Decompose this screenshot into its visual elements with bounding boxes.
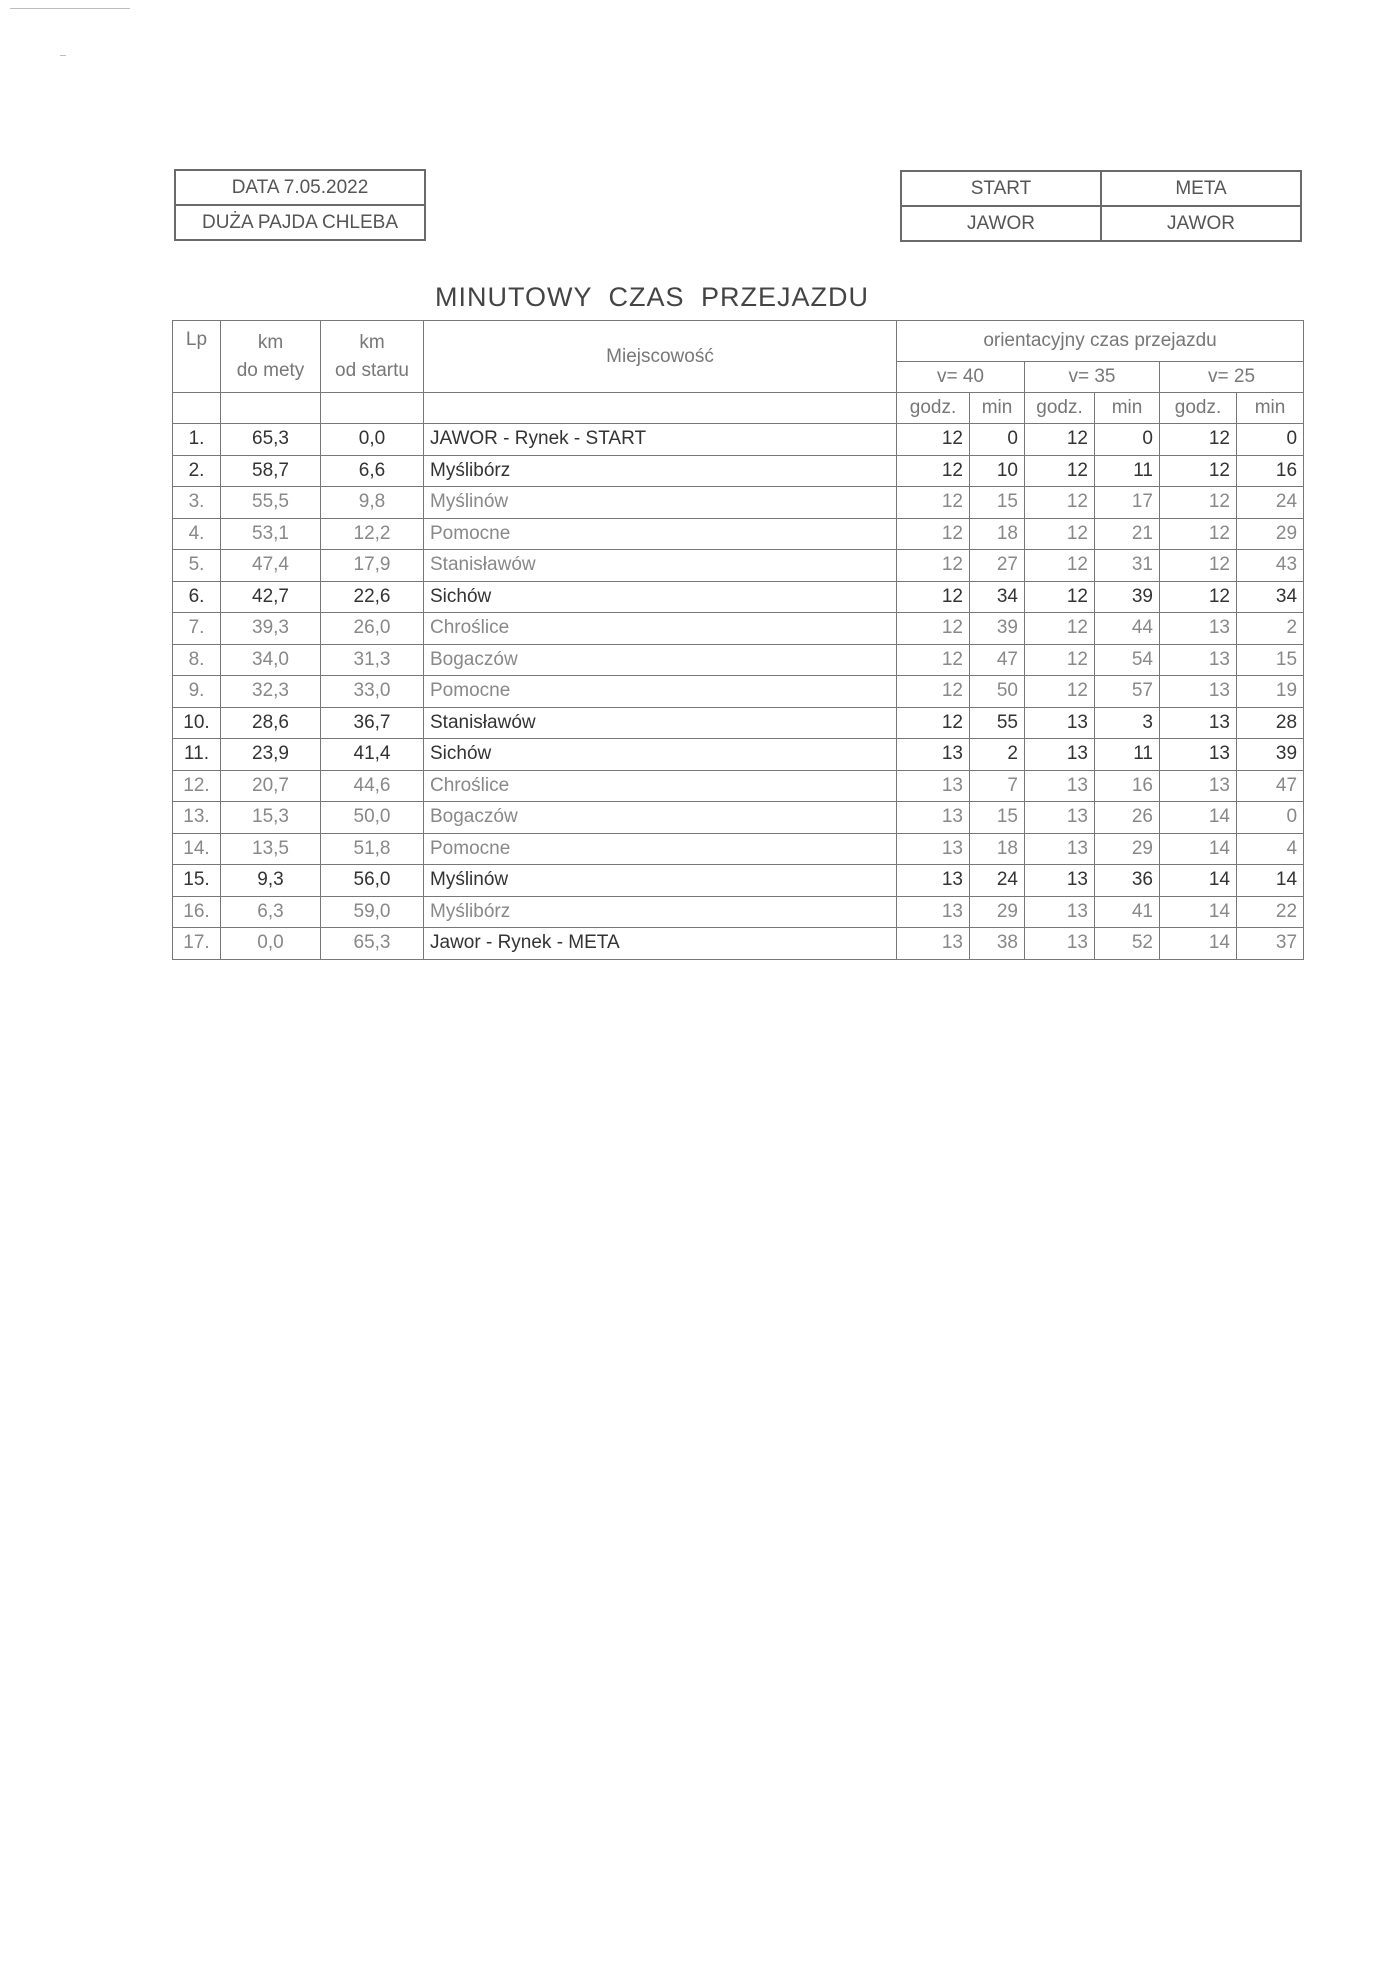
- km-do-mety-cell: 9,3: [221, 865, 321, 897]
- place-cell: Chroślice: [424, 613, 897, 645]
- min-25-cell: 34: [1237, 581, 1304, 613]
- godz-25-cell: 14: [1160, 865, 1237, 897]
- km-do-mety-cell: 55,5: [221, 487, 321, 519]
- table-row: [173, 896, 1304, 928]
- km-od-startu-cell: 33,0: [321, 676, 424, 708]
- col-header-czas-przejazdu: orientacyjny czas przejazdu: [897, 321, 1304, 362]
- min-25-cell: 16: [1237, 455, 1304, 487]
- godz-35-cell: 13: [1025, 865, 1095, 897]
- godz-35-cell: 12: [1025, 424, 1095, 456]
- table-body: [173, 424, 1304, 960]
- godz-35-cell: 13: [1025, 833, 1095, 865]
- meta-place: JAWOR: [1101, 206, 1301, 241]
- lp-cell: 8.: [173, 644, 221, 676]
- col-header-km-od-startu: [321, 321, 424, 393]
- min-25-cell: 24: [1237, 487, 1304, 519]
- min-35-cell: 11: [1095, 739, 1160, 771]
- godz-25-cell: 12: [1160, 581, 1237, 613]
- godz-40-cell: 13: [897, 833, 970, 865]
- godz-35-cell: 12: [1025, 676, 1095, 708]
- min-40-cell: 0: [970, 424, 1025, 456]
- min-25-cell: 29: [1237, 518, 1304, 550]
- godz-25-cell: 12: [1160, 424, 1237, 456]
- godz-25-cell: 14: [1160, 896, 1237, 928]
- godz-35-cell: 13: [1025, 896, 1095, 928]
- place-cell: Bogaczów: [424, 644, 897, 676]
- meta-label: META: [1101, 171, 1301, 206]
- km-do-mety-cell: 65,3: [221, 424, 321, 456]
- godz-40-cell: 13: [897, 928, 970, 960]
- min-40-cell: 39: [970, 613, 1025, 645]
- col-header-lp: Lp: [173, 321, 221, 393]
- km-od-startu-cell: 44,6: [321, 770, 424, 802]
- godz-25-cell: 13: [1160, 707, 1237, 739]
- km-do-mety-cell: 34,0: [221, 644, 321, 676]
- table-row: [173, 865, 1304, 897]
- table-row: [173, 518, 1304, 550]
- lp-cell: 15.: [173, 865, 221, 897]
- min-35-cell: 21: [1095, 518, 1160, 550]
- godz-40-cell: 12: [897, 487, 970, 519]
- godz-35-cell: 13: [1025, 770, 1095, 802]
- km-do-mety-cell: 53,1: [221, 518, 321, 550]
- min-35-cell: 26: [1095, 802, 1160, 834]
- table-row: [173, 739, 1304, 771]
- km-od-startu-cell: 0,0: [321, 424, 424, 456]
- godz-25-cell: 12: [1160, 487, 1237, 519]
- col-header-miejscowosc: Miejscowość: [424, 321, 897, 393]
- lp-cell: 4.: [173, 518, 221, 550]
- min-40-cell: 7: [970, 770, 1025, 802]
- col-header-min-40: min: [970, 393, 1025, 424]
- place-cell: Myślinów: [424, 487, 897, 519]
- km-do-mety-cell: 28,6: [221, 707, 321, 739]
- table-row: [173, 455, 1304, 487]
- km-do-mety-cell: 15,3: [221, 802, 321, 834]
- godz-35-cell: 12: [1025, 487, 1095, 519]
- godz-40-cell: 12: [897, 518, 970, 550]
- table-row: [173, 928, 1304, 960]
- godz-35-cell: 12: [1025, 455, 1095, 487]
- km-od-startu-cell: 17,9: [321, 550, 424, 582]
- km-od-startu-cell: 31,3: [321, 644, 424, 676]
- godz-40-cell: 13: [897, 739, 970, 771]
- place-cell: Stanisławów: [424, 550, 897, 582]
- min-35-cell: 36: [1095, 865, 1160, 897]
- min-40-cell: 24: [970, 865, 1025, 897]
- scan-artifact: [60, 55, 66, 56]
- min-25-cell: 2: [1237, 613, 1304, 645]
- km-od-startu-cell: 12,2: [321, 518, 424, 550]
- godz-35-cell: 12: [1025, 613, 1095, 645]
- start-label: START: [901, 171, 1101, 206]
- place-cell: Pomocne: [424, 676, 897, 708]
- place-cell: Jawor - Rynek - META: [424, 928, 897, 960]
- min-25-cell: 0: [1237, 802, 1304, 834]
- km-do-mety-cell: 39,3: [221, 613, 321, 645]
- godz-25-cell: 13: [1160, 644, 1237, 676]
- lp-cell: 3.: [173, 487, 221, 519]
- km-od-startu-cell: 6,6: [321, 455, 424, 487]
- table-row: [173, 770, 1304, 802]
- min-25-cell: 14: [1237, 865, 1304, 897]
- lp-cell: 7.: [173, 613, 221, 645]
- table-row: [173, 676, 1304, 708]
- place-cell: Myślinów: [424, 865, 897, 897]
- event-name: DUŻA PAJDA CHLEBA: [175, 205, 425, 240]
- place-cell: JAWOR - Rynek - START: [424, 424, 897, 456]
- min-25-cell: 0: [1237, 424, 1304, 456]
- min-40-cell: 27: [970, 550, 1025, 582]
- blank-header-cell: [173, 393, 221, 424]
- col-header-km-label: km: [257, 331, 284, 353]
- table-row: [173, 833, 1304, 865]
- min-40-cell: 47: [970, 644, 1025, 676]
- col-header-min-25: min: [1237, 393, 1304, 424]
- lp-cell: 2.: [173, 455, 221, 487]
- lp-cell: 13.: [173, 802, 221, 834]
- godz-40-cell: 12: [897, 613, 970, 645]
- page-title: MINUTOWY CZAS PRZEJAZDU: [435, 282, 870, 312]
- min-40-cell: 55: [970, 707, 1025, 739]
- min-35-cell: 0: [1095, 424, 1160, 456]
- godz-35-cell: 13: [1025, 707, 1095, 739]
- event-date: DATA 7.05.2022: [175, 170, 425, 205]
- godz-40-cell: 13: [897, 896, 970, 928]
- km-do-mety-cell: 6,3: [221, 896, 321, 928]
- col-header-godz-25: godz.: [1160, 393, 1237, 424]
- place-cell: Pomocne: [424, 518, 897, 550]
- godz-40-cell: 12: [897, 644, 970, 676]
- event-info-box: [174, 169, 426, 241]
- table-row: [173, 581, 1304, 613]
- min-25-cell: 28: [1237, 707, 1304, 739]
- godz-40-cell: 12: [897, 707, 970, 739]
- min-35-cell: 3: [1095, 707, 1160, 739]
- min-35-cell: 44: [1095, 613, 1160, 645]
- min-35-cell: 11: [1095, 455, 1160, 487]
- km-od-startu-cell: 22,6: [321, 581, 424, 613]
- km-od-startu-cell: 50,0: [321, 802, 424, 834]
- min-25-cell: 19: [1237, 676, 1304, 708]
- godz-25-cell: 14: [1160, 833, 1237, 865]
- km-do-mety-cell: 47,4: [221, 550, 321, 582]
- place-cell: Sichów: [424, 739, 897, 771]
- godz-25-cell: 13: [1160, 613, 1237, 645]
- col-header-od-startu-label: od startu: [335, 359, 409, 381]
- scan-artifact: [10, 8, 130, 9]
- min-35-cell: 41: [1095, 896, 1160, 928]
- km-od-startu-cell: 65,3: [321, 928, 424, 960]
- godz-40-cell: 13: [897, 865, 970, 897]
- min-40-cell: 18: [970, 518, 1025, 550]
- godz-25-cell: 12: [1160, 455, 1237, 487]
- min-40-cell: 34: [970, 581, 1025, 613]
- godz-35-cell: 13: [1025, 928, 1095, 960]
- godz-35-cell: 12: [1025, 550, 1095, 582]
- place-cell: Stanisławów: [424, 707, 897, 739]
- godz-35-cell: 13: [1025, 739, 1095, 771]
- place-cell: Myślibórz: [424, 896, 897, 928]
- lp-cell: 6.: [173, 581, 221, 613]
- min-25-cell: 47: [1237, 770, 1304, 802]
- table-row: [173, 487, 1304, 519]
- min-40-cell: 38: [970, 928, 1025, 960]
- col-header-godz-35: godz.: [1025, 393, 1095, 424]
- godz-40-cell: 12: [897, 455, 970, 487]
- start-meta-box: [900, 170, 1302, 242]
- place-cell: Sichów: [424, 581, 897, 613]
- min-40-cell: 29: [970, 896, 1025, 928]
- godz-25-cell: 12: [1160, 550, 1237, 582]
- lp-cell: 14.: [173, 833, 221, 865]
- min-40-cell: 50: [970, 676, 1025, 708]
- km-od-startu-cell: 56,0: [321, 865, 424, 897]
- min-35-cell: 54: [1095, 644, 1160, 676]
- place-cell: Pomocne: [424, 833, 897, 865]
- godz-25-cell: 12: [1160, 518, 1237, 550]
- place-cell: Chroślice: [424, 770, 897, 802]
- km-od-startu-cell: 59,0: [321, 896, 424, 928]
- km-od-startu-cell: 9,8: [321, 487, 424, 519]
- min-35-cell: 16: [1095, 770, 1160, 802]
- travel-time-table: [172, 320, 1304, 960]
- min-25-cell: 22: [1237, 896, 1304, 928]
- table-row: [173, 802, 1304, 834]
- min-35-cell: 52: [1095, 928, 1160, 960]
- godz-25-cell: 14: [1160, 802, 1237, 834]
- godz-25-cell: 14: [1160, 928, 1237, 960]
- lp-cell: 17.: [173, 928, 221, 960]
- lp-cell: 12.: [173, 770, 221, 802]
- km-od-startu-cell: 26,0: [321, 613, 424, 645]
- min-25-cell: 43: [1237, 550, 1304, 582]
- col-header-km-do-mety: [221, 321, 321, 393]
- table-row: [173, 707, 1304, 739]
- col-header-v25: v= 25: [1160, 362, 1304, 393]
- godz-25-cell: 13: [1160, 676, 1237, 708]
- km-do-mety-cell: 23,9: [221, 739, 321, 771]
- lp-cell: 10.: [173, 707, 221, 739]
- godz-35-cell: 12: [1025, 518, 1095, 550]
- col-header-km-label: km: [359, 331, 385, 353]
- km-od-startu-cell: 51,8: [321, 833, 424, 865]
- km-do-mety-cell: 20,7: [221, 770, 321, 802]
- place-cell: Myślibórz: [424, 455, 897, 487]
- table-row: [173, 644, 1304, 676]
- min-40-cell: 10: [970, 455, 1025, 487]
- godz-25-cell: 13: [1160, 770, 1237, 802]
- min-25-cell: 37: [1237, 928, 1304, 960]
- km-do-mety-cell: 32,3: [221, 676, 321, 708]
- km-do-mety-cell: 58,7: [221, 455, 321, 487]
- col-header-v40: v= 40: [897, 362, 1025, 393]
- min-25-cell: 15: [1237, 644, 1304, 676]
- lp-cell: 16.: [173, 896, 221, 928]
- lp-cell: 9.: [173, 676, 221, 708]
- col-header-do-mety-label: do mety: [236, 359, 305, 381]
- min-25-cell: 39: [1237, 739, 1304, 771]
- table-row: [173, 550, 1304, 582]
- min-35-cell: 39: [1095, 581, 1160, 613]
- godz-35-cell: 13: [1025, 802, 1095, 834]
- min-35-cell: 29: [1095, 833, 1160, 865]
- table-row: [173, 613, 1304, 645]
- col-header-godz-40: godz.: [897, 393, 970, 424]
- km-do-mety-cell: 13,5: [221, 833, 321, 865]
- km-do-mety-cell: 42,7: [221, 581, 321, 613]
- col-header-v35: v= 35: [1025, 362, 1160, 393]
- lp-cell: 5.: [173, 550, 221, 582]
- min-25-cell: 4: [1237, 833, 1304, 865]
- km-od-startu-cell: 41,4: [321, 739, 424, 771]
- start-place: JAWOR: [901, 206, 1101, 241]
- lp-cell: 1.: [173, 424, 221, 456]
- godz-40-cell: 12: [897, 424, 970, 456]
- godz-25-cell: 13: [1160, 739, 1237, 771]
- godz-40-cell: 12: [897, 581, 970, 613]
- col-header-min-35: min: [1095, 393, 1160, 424]
- km-do-mety-cell: 0,0: [221, 928, 321, 960]
- min-35-cell: 17: [1095, 487, 1160, 519]
- godz-40-cell: 13: [897, 802, 970, 834]
- min-35-cell: 31: [1095, 550, 1160, 582]
- godz-40-cell: 12: [897, 676, 970, 708]
- lp-cell: 11.: [173, 739, 221, 771]
- blank-header-cell: [221, 393, 321, 424]
- place-cell: Bogaczów: [424, 802, 897, 834]
- table-row: [173, 424, 1304, 456]
- blank-header-cell: [321, 393, 424, 424]
- min-40-cell: 2: [970, 739, 1025, 771]
- min-40-cell: 15: [970, 487, 1025, 519]
- min-35-cell: 57: [1095, 676, 1160, 708]
- godz-35-cell: 12: [1025, 644, 1095, 676]
- min-40-cell: 18: [970, 833, 1025, 865]
- godz-35-cell: 12: [1025, 581, 1095, 613]
- km-od-startu-cell: 36,7: [321, 707, 424, 739]
- godz-40-cell: 12: [897, 550, 970, 582]
- godz-40-cell: 13: [897, 770, 970, 802]
- blank-header-cell: [424, 393, 897, 424]
- min-40-cell: 15: [970, 802, 1025, 834]
